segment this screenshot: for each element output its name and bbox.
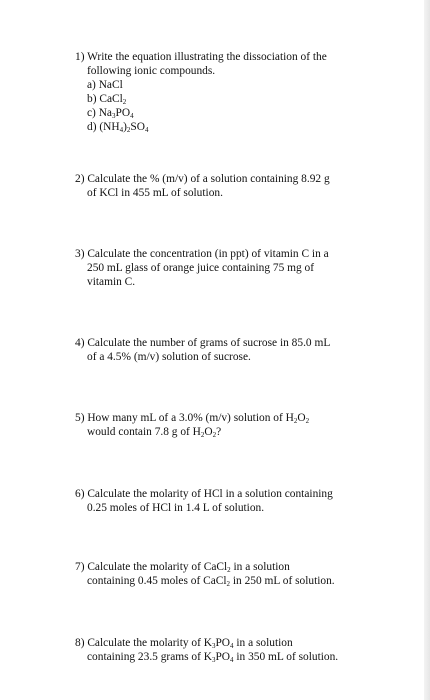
question-text-line [75,650,375,664]
text-run: would contain 7.8 g of H [87,426,201,438]
item-label: a) [87,79,99,91]
compound-item-c [75,106,375,120]
text-run: Na [98,107,112,119]
question-text-line: of KCl in 455 mL of solution. [87,187,223,199]
text-run: O [204,426,213,438]
text-run: PO [215,651,231,663]
subscript: 4 [230,656,234,664]
question-text-line [75,636,375,650]
text-run: in a solution [230,561,290,573]
question-text-line: vitamin C. [87,276,136,288]
text-run: ) [123,121,127,133]
question-1 [75,50,375,134]
text-run: (NH [99,121,120,133]
subscript: 2 [200,431,205,439]
question-5 [75,411,375,439]
question-text-line [75,411,375,425]
compound-item-b [75,92,375,106]
question-2 [75,172,375,200]
question-text-line: 250 mL glass of orange juice containing 75 mg of [87,262,315,274]
question-text-line: 1) Write the equation illustrating the dissociation of the [75,51,327,63]
question-text-line [75,574,375,588]
item-label: c) [87,107,99,119]
text-run: containing 23.5 grams of K [87,651,212,663]
subscript: 4 [130,112,134,120]
subscript: 4 [230,642,234,650]
item-label: b) [87,93,100,105]
subscript: 3 [112,112,116,120]
subscript: 2 [226,580,231,588]
text-run: PO [115,107,131,119]
subscript: 3 [211,656,216,664]
text-run: 7) Calculate the molarity of CaCl [75,561,228,573]
subscript: 4 [119,126,124,134]
compound-item-d [75,120,375,134]
text-run: containing 0.45 moles of CaCl [87,575,227,587]
text-run: O [297,412,306,424]
question-text-line: 0.25 moles of HCl in 1.4 L of solution. [87,502,265,514]
text-run: 5) How many mL of a 3.0% (m/v) solution of H [75,412,294,424]
question-text-line [75,560,375,574]
subscript: 2 [122,98,127,106]
subscript: 2 [293,417,298,425]
subscript: 2 [227,566,231,574]
text-run: in 250 mL of solution. [230,575,335,587]
question-text-line: 2) Calculate the % (m/v) of a solution containing 8.92 g [75,173,330,185]
question-text-line [75,425,375,439]
text-run: 8) Calculate the molarity of K [75,637,212,649]
question-text-line: of a 4.5% (m/v) solution of sucrose. [87,351,251,363]
item-label: d) [87,121,100,133]
text-run: in 350 mL of solution. [233,651,339,663]
text-run: in a solution [233,637,293,649]
subscript: 2 [212,431,217,439]
text-run: ? [216,426,222,438]
question-8 [75,636,375,664]
text-run: NaCl [98,79,123,91]
question-text-line: following ionic compounds. [87,65,216,77]
page-edge [424,0,430,700]
question-text-line: 4) Calculate the number of grams of sucrose in 85.0 mL [75,337,331,349]
subscript: 4 [144,126,149,134]
question-7 [75,560,375,588]
subscript: 3 [211,642,216,650]
question-text-line: 3) Calculate the concentration (in ppt) of vitamin C in a [75,248,329,260]
text-run: PO [215,637,231,649]
question-3 [75,247,375,289]
question-4 [75,336,375,364]
subscript: 2 [126,126,131,134]
question-6 [75,487,375,515]
text-run: CaCl [99,93,123,105]
text-run: SO [130,121,145,133]
question-text-line: 6) Calculate the molarity of HCl in a solution containing [75,488,333,500]
subscript: 2 [305,417,310,425]
compound-item-a [75,78,375,92]
